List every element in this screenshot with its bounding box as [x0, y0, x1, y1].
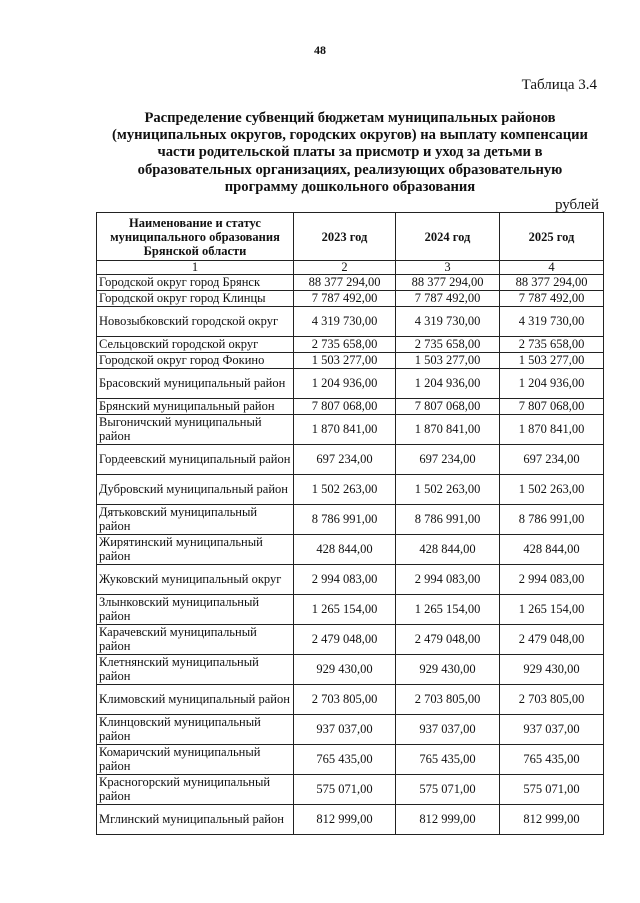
cell-2023: 7 807 068,00 — [294, 399, 396, 415]
cell-2024: 575 071,00 — [396, 775, 500, 805]
cell-name: Комаричский муниципальный район — [97, 745, 294, 775]
title-line: (муниципальных округов, городских округов) на выплату компенсации — [112, 127, 588, 144]
cell-name: Клинцовский муниципальный район — [97, 715, 294, 745]
title-line: части родительской платы за присмотр и уход за детьми в — [157, 144, 543, 161]
cell-2025: 1 204 936,00 — [500, 369, 604, 399]
cell-2023: 1 204 936,00 — [294, 369, 396, 399]
cell-2023: 8 786 991,00 — [294, 505, 396, 535]
title-line: Распределение субвенций бюджетам муниципальных районов — [144, 110, 556, 126]
table-label: Таблица 3.4 — [521, 77, 597, 93]
table-row — [97, 337, 604, 353]
cell-2025: 765 435,00 — [500, 745, 604, 775]
cell-2025: 7 807 068,00 — [500, 399, 604, 415]
header-2023: 2023 год — [294, 213, 396, 261]
table-row — [97, 445, 604, 475]
cell-name: Дятьковский муниципальный район — [97, 505, 294, 535]
table-row — [97, 805, 604, 835]
cell-name: Клетнянский муниципальный район — [97, 655, 294, 685]
cell-2023: 937 037,00 — [294, 715, 396, 745]
cell-2025: 937 037,00 — [500, 715, 604, 745]
table-row — [97, 275, 604, 291]
table-row — [97, 307, 604, 337]
table-row — [97, 291, 604, 307]
column-number: 3 — [396, 261, 500, 275]
cell-2024: 1 502 263,00 — [396, 475, 500, 505]
cell-name: Злынковский муниципальный район — [97, 595, 294, 625]
cell-name: Дубровский муниципальный район — [97, 475, 294, 505]
cell-2025: 2 994 083,00 — [500, 565, 604, 595]
subsidy-table — [96, 212, 604, 835]
column-number: 2 — [294, 261, 396, 275]
cell-name: Выгоничский муниципальный район — [97, 415, 294, 445]
cell-2025: 7 787 492,00 — [500, 291, 604, 307]
cell-2024: 1 503 277,00 — [396, 353, 500, 369]
cell-2024: 937 037,00 — [396, 715, 500, 745]
cell-name: Жирятинский муниципальный район — [97, 535, 294, 565]
cell-2023: 428 844,00 — [294, 535, 396, 565]
cell-2025: 697 234,00 — [500, 445, 604, 475]
cell-2024: 428 844,00 — [396, 535, 500, 565]
table-row — [97, 475, 604, 505]
cell-2023: 575 071,00 — [294, 775, 396, 805]
table-row — [97, 535, 604, 565]
column-number: 4 — [500, 261, 604, 275]
table-row — [97, 399, 604, 415]
cell-name: Красногорский муниципальный район — [97, 775, 294, 805]
cell-2023: 2 703 805,00 — [294, 685, 396, 715]
unit-label: рублей — [554, 197, 599, 213]
title-line: образовательных организациях, реализующих образовательную — [137, 161, 563, 178]
cell-2024: 697 234,00 — [396, 445, 500, 475]
table-header-row — [97, 213, 604, 261]
cell-name: Брянский муниципальный район — [97, 399, 294, 415]
cell-2025: 1 503 277,00 — [500, 353, 604, 369]
cell-2025: 812 999,00 — [500, 805, 604, 835]
cell-2024: 1 204 936,00 — [396, 369, 500, 399]
cell-2024: 2 703 805,00 — [396, 685, 500, 715]
cell-2024: 1 870 841,00 — [396, 415, 500, 445]
cell-2025: 929 430,00 — [500, 655, 604, 685]
table-row — [97, 565, 604, 595]
table-row — [97, 505, 604, 535]
cell-2024: 929 430,00 — [396, 655, 500, 685]
cell-2024: 765 435,00 — [396, 745, 500, 775]
header-2024: 2024 год — [396, 213, 500, 261]
cell-2023: 1 870 841,00 — [294, 415, 396, 445]
cell-name: Гордеевский муниципальный район — [97, 445, 294, 475]
cell-2023: 2 479 048,00 — [294, 625, 396, 655]
cell-2023: 2 994 083,00 — [294, 565, 396, 595]
cell-2023: 7 787 492,00 — [294, 291, 396, 307]
cell-2023: 1 502 263,00 — [294, 475, 396, 505]
cell-2025: 575 071,00 — [500, 775, 604, 805]
cell-2023: 929 430,00 — [294, 655, 396, 685]
table-row — [97, 775, 604, 805]
cell-name: Сельцовский городской округ — [97, 337, 294, 353]
cell-name: Городской округ город Клинцы — [97, 291, 294, 307]
table-row — [97, 369, 604, 399]
cell-2025: 8 786 991,00 — [500, 505, 604, 535]
cell-2024: 7 787 492,00 — [396, 291, 500, 307]
cell-2025: 4 319 730,00 — [500, 307, 604, 337]
table-row — [97, 595, 604, 625]
cell-2023: 812 999,00 — [294, 805, 396, 835]
cell-2024: 2 479 048,00 — [396, 625, 500, 655]
title-line: программу дошкольного образования — [224, 178, 476, 195]
cell-name: Городской округ город Брянск — [97, 275, 294, 291]
cell-2023: 697 234,00 — [294, 445, 396, 475]
cell-2023: 765 435,00 — [294, 745, 396, 775]
table-row — [97, 655, 604, 685]
column-number: 1 — [97, 261, 294, 275]
cell-2025: 1 502 263,00 — [500, 475, 604, 505]
column-number-row — [97, 261, 604, 275]
cell-2023: 2 735 658,00 — [294, 337, 396, 353]
header-name: Наименование и статус муниципального образования Брянской области — [97, 213, 294, 261]
cell-2024: 8 786 991,00 — [396, 505, 500, 535]
cell-2023: 1 503 277,00 — [294, 353, 396, 369]
cell-2023: 1 265 154,00 — [294, 595, 396, 625]
cell-name: Карачевский муниципальный район — [97, 625, 294, 655]
cell-name: Мглинский муниципальный район — [97, 805, 294, 835]
cell-2024: 2 735 658,00 — [396, 337, 500, 353]
cell-2024: 2 994 083,00 — [396, 565, 500, 595]
cell-2023: 4 319 730,00 — [294, 307, 396, 337]
table-row — [97, 625, 604, 655]
cell-2025: 2 703 805,00 — [500, 685, 604, 715]
cell-2024: 812 999,00 — [396, 805, 500, 835]
cell-2024: 4 319 730,00 — [396, 307, 500, 337]
page-number: 48 — [314, 43, 326, 57]
cell-name: Городской округ город Фокино — [97, 353, 294, 369]
table-row — [97, 685, 604, 715]
cell-2025: 2 735 658,00 — [500, 337, 604, 353]
cell-2025: 88 377 294,00 — [500, 275, 604, 291]
cell-2024: 1 265 154,00 — [396, 595, 500, 625]
cell-2025: 1 265 154,00 — [500, 595, 604, 625]
cell-2025: 1 870 841,00 — [500, 415, 604, 445]
cell-2025: 2 479 048,00 — [500, 625, 604, 655]
header-2025: 2025 год — [500, 213, 604, 261]
cell-name: Брасовский муниципальный район — [97, 369, 294, 399]
table-row — [97, 745, 604, 775]
cell-name: Климовский муниципальный район — [97, 685, 294, 715]
cell-2023: 88 377 294,00 — [294, 275, 396, 291]
cell-name: Жуковский муниципальный округ — [97, 565, 294, 595]
document-title — [95, 110, 605, 196]
table-row — [97, 353, 604, 369]
table-row — [97, 415, 604, 445]
cell-2024: 88 377 294,00 — [396, 275, 500, 291]
cell-2025: 428 844,00 — [500, 535, 604, 565]
table-row — [97, 715, 604, 745]
cell-name: Новозыбковский городской округ — [97, 307, 294, 337]
cell-2024: 7 807 068,00 — [396, 399, 500, 415]
